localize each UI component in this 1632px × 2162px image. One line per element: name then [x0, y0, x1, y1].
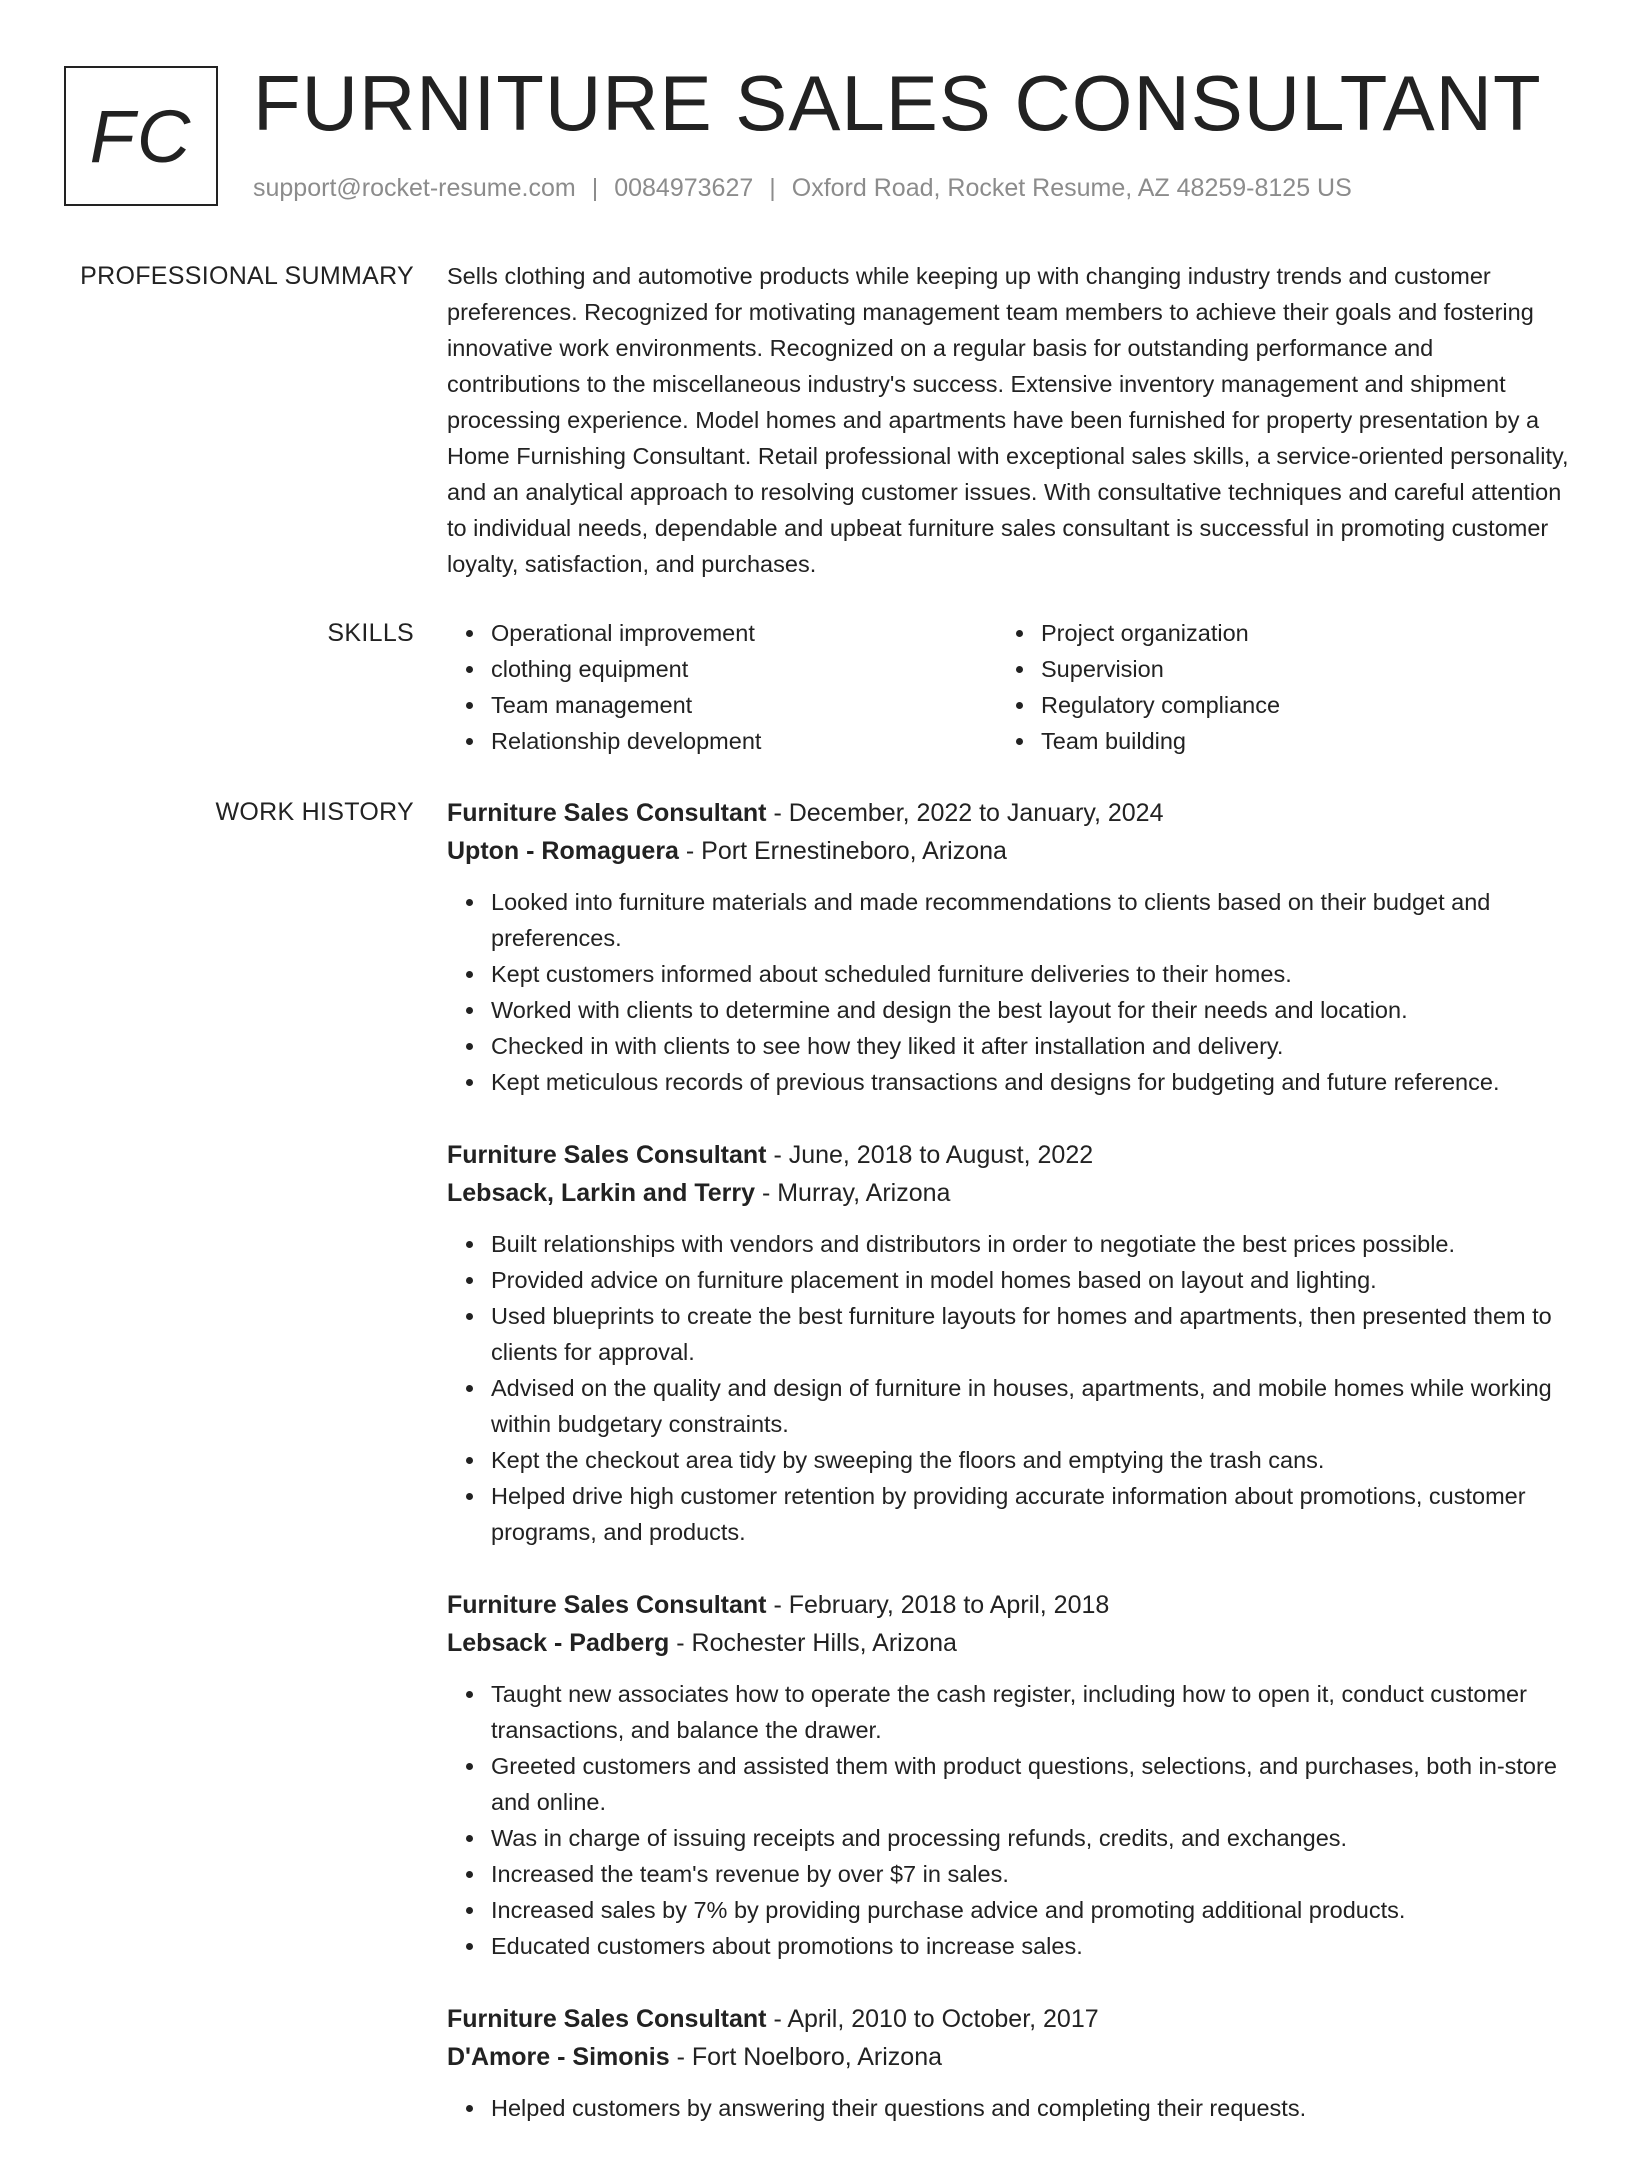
job-company-line	[447, 2038, 1572, 2076]
work-history-list	[447, 794, 1572, 2162]
job-location: - Fort Noelboro, Arizona	[676, 2043, 943, 2071]
job-entry	[447, 1136, 1572, 1550]
summary-text: Sells clothing and automotive products while keeping up with changing industry trends and customer preferences. Recognized for motivating management team members to achieve their goals and fostering innovative work environments. Recognized on a regular basis for outstanding performance and contributions to the miscellaneous industry's success. Extensive inventory management and shipment processing experience. Model homes and apartments have been furnished for property presentation by a Home Furnishing Consultant. Retail professional with exceptional sales skills, a service-oriented personality, and an analytical approach to resolving customer issues. With consultative techniques and careful attention to individual needs, dependable and upbeat furniture sales consultant is successful in promoting customer loyalty, satisfaction, and purchases.	[447, 263, 1569, 577]
resume-title: FURNITURE SALES CONSULTANT	[253, 59, 1542, 147]
job-bullet: Greeted customers and assisted them with product questions, selections, and purchases, both in-store and online.	[447, 1748, 1572, 1820]
job-title: Furniture Sales Consultant	[447, 799, 767, 827]
job-bullet: Increased sales by 7% by providing purchase advice and promoting additional products.	[447, 1892, 1572, 1928]
skills-column-left	[447, 615, 997, 759]
contact-separator: |	[769, 174, 776, 202]
skill-item: Supervision	[997, 651, 1547, 687]
skills-heading: SKILLS	[327, 619, 414, 647]
job-title: Furniture Sales Consultant	[447, 1141, 767, 1169]
skills-list	[447, 615, 1572, 759]
skill-item: Project organization	[997, 615, 1547, 651]
job-dates: - April, 2010 to October, 2017	[773, 2005, 1099, 2033]
job-bullet: Increased the team's revenue by over $7 in sales.	[447, 1856, 1572, 1892]
job-bullet: Advised on the quality and design of furniture in houses, apartments, and mobile homes while working within budgetary constraints.	[447, 1370, 1572, 1442]
job-location: - Port Ernestineboro, Arizona	[685, 837, 1007, 865]
job-bullet: Kept meticulous records of previous transactions and designs for budgeting and future reference.	[447, 1064, 1572, 1100]
job-bullet: Kept the checkout area tidy by sweeping the floors and emptying the trash cans.	[447, 1442, 1572, 1478]
job-location: - Murray, Arizona	[761, 1179, 951, 1207]
skill-item: Operational improvement	[447, 615, 997, 651]
job-bullet: Was in charge of issuing receipts and processing refunds, credits, and exchanges.	[447, 1820, 1572, 1856]
job-dates: - June, 2018 to August, 2022	[773, 1141, 1094, 1169]
job-bullets	[447, 1676, 1572, 1964]
job-bullets	[447, 2090, 1572, 2126]
job-title-line	[447, 2000, 1572, 2038]
skill-item: Regulatory compliance	[997, 687, 1547, 723]
job-bullet: Looked into furniture materials and made recommendations to clients based on their budget and preferences.	[447, 884, 1572, 956]
job-company: Lebsack, Larkin and Terry	[447, 1179, 755, 1207]
contact-phone[interactable]: 0084973627	[614, 174, 754, 202]
job-dates: - February, 2018 to April, 2018	[773, 1591, 1110, 1619]
job-title: Furniture Sales Consultant	[447, 2005, 767, 2033]
job-title-line	[447, 1586, 1572, 1624]
summary-heading: PROFESSIONAL SUMMARY	[80, 262, 414, 290]
job-bullets	[447, 884, 1572, 1100]
job-title: Furniture Sales Consultant	[447, 1591, 767, 1619]
job-entry	[447, 794, 1572, 1100]
job-entry	[447, 1586, 1572, 1964]
contact-separator: |	[591, 174, 599, 202]
job-bullet: Checked in with clients to see how they liked it after installation and delivery.	[447, 1028, 1572, 1064]
job-title-line	[447, 1136, 1572, 1174]
monogram: FC	[64, 66, 218, 206]
job-entry	[447, 2000, 1572, 2126]
job-bullet: Provided advice on furniture placement in model homes based on layout and lighting.	[447, 1262, 1572, 1298]
job-company-line	[447, 832, 1572, 870]
job-company: Upton - Romaguera	[447, 837, 679, 865]
skill-item: Team building	[997, 723, 1547, 759]
skill-item: Relationship development	[447, 723, 997, 759]
job-bullet: Helped customers by answering their questions and completing their requests.	[447, 2090, 1572, 2126]
job-bullet: Helped drive high customer retention by providing accurate information about promotions, customer programs, and products.	[447, 1478, 1572, 1550]
job-company-line	[447, 1174, 1572, 1212]
job-title-line	[447, 794, 1572, 832]
job-bullet: Used blueprints to create the best furniture layouts for homes and apartments, then presented them to clients for approval.	[447, 1298, 1572, 1370]
job-company: Lebsack - Padberg	[447, 1629, 670, 1657]
job-company-line	[447, 1624, 1572, 1662]
summary-body	[447, 258, 1572, 582]
job-bullets	[447, 1226, 1572, 1550]
job-bullet: Educated customers about promotions to increase sales.	[447, 1928, 1572, 1964]
contact-address: Oxford Road, Rocket Resume, AZ 48259-8125 US	[791, 174, 1352, 202]
job-bullet: Worked with clients to determine and design the best layout for their needs and location.	[447, 992, 1572, 1028]
job-bullet: Kept customers informed about scheduled furniture deliveries to their homes.	[447, 956, 1572, 992]
skill-item: clothing equipment	[447, 651, 997, 687]
job-bullet: Taught new associates how to operate the cash register, including how to open it, conduct customer transactions, and balance the drawer.	[447, 1676, 1572, 1748]
skill-item: Team management	[447, 687, 997, 723]
work-history-heading: WORK HISTORY	[215, 798, 414, 826]
skills-column-right	[997, 615, 1547, 759]
contact-line	[253, 174, 1352, 203]
job-bullet: Built relationships with vendors and distributors in order to negotiate the best prices possible.	[447, 1226, 1572, 1262]
job-location: - Rochester Hills, Arizona	[676, 1629, 957, 1657]
job-company: D'Amore - Simonis	[447, 2043, 670, 2071]
job-dates: - December, 2022 to January, 2024	[773, 799, 1164, 827]
contact-email[interactable]: support@rocket-resume.com	[253, 174, 576, 202]
